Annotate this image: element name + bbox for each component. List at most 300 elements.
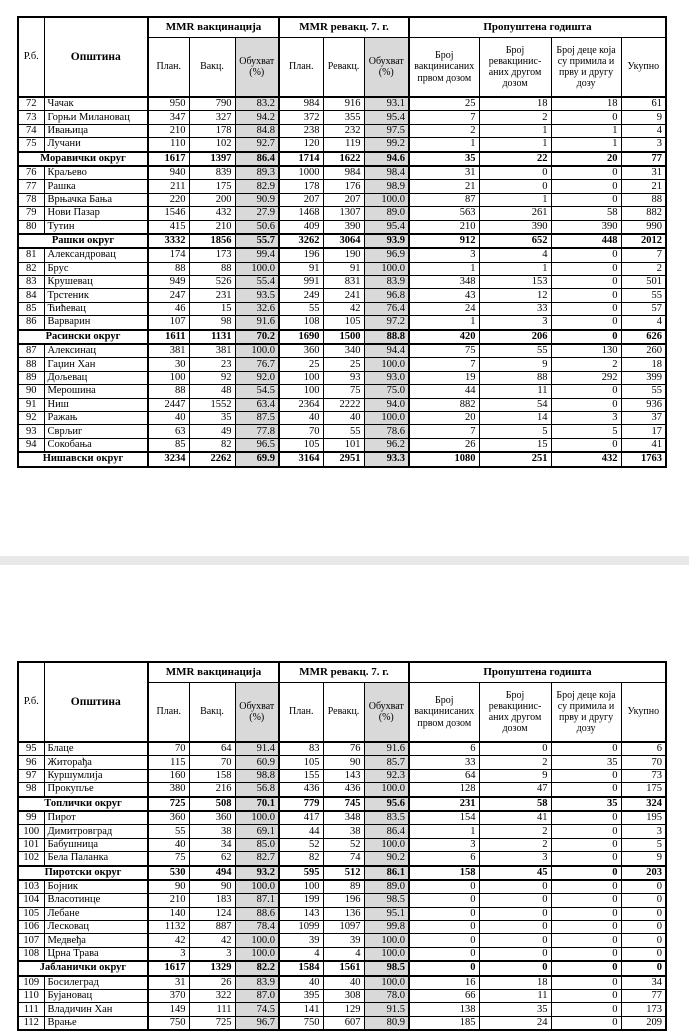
municipality-name: Ражањ [44,411,148,424]
value-cell: 88 [479,371,551,384]
value-cell: 3332 [148,234,189,248]
value-cell: 100 [279,371,323,384]
value-cell: 57 [621,302,666,315]
value-cell: 1 [551,124,621,137]
municipality-row [18,180,666,193]
value-cell: 0 [551,193,621,206]
municipality-name: Варварин [44,316,148,330]
value-cell: 249 [279,289,323,302]
value-cell: 60.9 [235,756,279,769]
value-cell: 436 [323,783,364,797]
value-cell: 0 [479,921,551,934]
value-cell: 46 [148,302,189,315]
col-header-row-number: Р.б. [18,662,44,742]
value-cell: 69.9 [235,452,279,466]
value-cell: 0 [479,961,551,975]
value-cell: 100.0 [364,262,409,275]
value-cell: 1552 [189,398,235,411]
group-header-missed-cohorts: Пропуштена годишта [409,662,666,683]
value-cell: 7 [409,358,479,371]
col-header-missed-first-dose: Број вакцинисаних првом дозом [409,683,479,743]
value-cell: 11 [479,990,551,1003]
value-cell: 83 [279,742,323,756]
municipality-name: Бујановац [44,990,148,1003]
municipality-name: Крушевац [44,276,148,289]
value-cell: 80.9 [364,1016,409,1030]
value-cell: 5 [621,838,666,851]
row-number: 99 [18,811,44,825]
value-cell: 95.6 [364,797,409,811]
value-cell: 98.5 [364,961,409,975]
value-cell: 49 [189,425,235,438]
value-cell: 231 [189,289,235,302]
value-cell: 494 [189,866,235,880]
municipality-name: Димитровград [44,825,148,838]
value-cell: 40 [279,976,323,990]
value-cell: 390 [551,220,621,234]
value-cell: 55 [621,385,666,398]
value-cell: 39 [279,934,323,947]
value-cell: 0 [551,852,621,866]
value-cell: 9 [621,111,666,124]
value-cell: 0 [551,921,621,934]
value-cell: 93.3 [364,452,409,466]
value-cell: 4 [479,248,551,262]
group-header-mmr-vaccination: MMR вакцинација [148,17,279,38]
value-cell: 0 [551,838,621,851]
value-cell: 24 [479,1016,551,1030]
col-header-vaccinated: Вакц. [189,683,235,743]
value-cell: 21 [621,180,666,193]
value-cell: 347 [148,111,189,124]
municipality-name: Прокупље [44,783,148,797]
value-cell: 97.2 [364,316,409,330]
value-cell: 96.8 [364,289,409,302]
value-cell: 360 [148,811,189,825]
value-cell: 950 [148,97,189,111]
value-cell: 1617 [148,961,189,975]
value-cell: 355 [323,111,364,124]
value-cell: 105 [279,756,323,769]
municipality-row [18,852,666,866]
value-cell: 136 [323,907,364,920]
value-cell: 75 [148,852,189,866]
value-cell: 390 [479,220,551,234]
value-cell: 6 [621,742,666,756]
value-cell: 196 [323,894,364,907]
value-cell: 1561 [323,961,364,975]
value-cell: 91.5 [364,1003,409,1016]
value-cell: 86.1 [364,866,409,880]
col-header-missed-second-dose: Број ревакцинис-аних другом дозом [479,683,551,743]
district-name: Пиротски округ [18,866,148,880]
municipality-name: Бабушница [44,838,148,851]
value-cell: 251 [479,452,551,466]
value-cell: 100.0 [364,358,409,371]
col-header-coverage-percent: Обухват (%) [235,38,279,98]
value-cell: 87.1 [235,894,279,907]
value-cell: 0 [551,907,621,920]
value-cell: 141 [279,1003,323,1016]
value-cell: 91 [323,262,364,275]
value-cell: 2 [479,111,551,124]
municipality-row [18,248,666,262]
value-cell: 340 [323,344,364,358]
value-cell: 70 [279,425,323,438]
row-number: 91 [18,398,44,411]
value-cell: 15 [189,302,235,315]
value-cell: 40 [279,411,323,424]
row-number: 78 [18,193,44,206]
municipality-row [18,907,666,920]
value-cell: 348 [323,811,364,825]
value-cell: 153 [479,276,551,289]
value-cell: 77 [621,152,666,166]
value-cell: 105 [323,316,364,330]
col-header-revacc-coverage-percent: Обухват (%) [364,683,409,743]
value-cell: 44 [409,385,479,398]
col-header-revacc-planned: План. [279,38,323,98]
value-cell: 0 [621,934,666,947]
row-number: 102 [18,852,44,866]
mmr-vaccination-table [17,16,667,468]
value-cell: 35 [479,1003,551,1016]
value-cell: 2447 [148,398,189,411]
municipality-name: Трстеник [44,289,148,302]
value-cell: 2 [409,124,479,137]
municipality-row [18,371,666,384]
value-cell: 887 [189,921,235,934]
value-cell: 18 [621,358,666,371]
value-cell: 93.1 [364,97,409,111]
page-separator [0,556,689,565]
value-cell: 18 [479,97,551,111]
value-cell: 607 [323,1016,364,1030]
municipality-row [18,166,666,180]
municipality-name: Црна Трава [44,947,148,961]
value-cell: 91.6 [235,316,279,330]
value-cell: 327 [189,111,235,124]
value-cell: 100.0 [235,934,279,947]
col-header-municipality: Општина [44,662,148,742]
value-cell: 100.0 [364,934,409,947]
col-header-municipality: Општина [44,17,148,97]
municipality-name: Медвеђа [44,934,148,947]
value-cell: 381 [148,344,189,358]
municipality-name: Краљево [44,166,148,180]
value-cell: 322 [189,990,235,1003]
value-cell: 70.2 [235,330,279,344]
value-cell: 100.0 [235,880,279,894]
value-cell: 92.7 [235,138,279,152]
value-cell: 0 [409,947,479,961]
value-cell: 220 [148,193,189,206]
value-cell: 55 [479,344,551,358]
value-cell: 75 [323,385,364,398]
municipality-name: Лебане [44,907,148,920]
value-cell: 417 [279,811,323,825]
value-cell: 0 [479,880,551,894]
municipality-name: Алексинац [44,344,148,358]
value-cell: 90.2 [364,852,409,866]
value-cell: 99.4 [235,248,279,262]
row-number: 98 [18,783,44,797]
value-cell: 1000 [279,166,323,180]
value-cell: 93.9 [364,234,409,248]
value-cell: 64 [189,742,235,756]
value-cell: 563 [409,207,479,220]
value-cell: 1131 [189,330,235,344]
row-number: 83 [18,276,44,289]
col-header-children-both-doses: Број деце која су примила и прву и другу дозу [551,683,621,743]
value-cell: 83.5 [364,811,409,825]
col-header-coverage-percent: Обухват (%) [235,683,279,743]
value-cell: 652 [479,234,551,248]
value-cell: 0 [551,811,621,825]
value-cell: 124 [189,907,235,920]
value-cell: 86.4 [364,825,409,838]
district-name: Топлички округ [18,797,148,811]
value-cell: 2951 [323,452,364,466]
value-cell: 31 [621,166,666,180]
municipality-row [18,262,666,275]
value-cell: 2 [479,838,551,851]
municipality-name: Бела Паланка [44,852,148,866]
value-cell: 0 [551,302,621,315]
municipality-name: Куршумлија [44,769,148,782]
value-cell: 22 [479,152,551,166]
value-cell: 31 [148,976,189,990]
value-cell: 83.9 [235,976,279,990]
row-number: 77 [18,180,44,193]
value-cell: 94.6 [364,152,409,166]
value-cell: 85.0 [235,838,279,851]
value-cell: 0 [409,894,479,907]
value-cell: 1099 [279,921,323,934]
value-cell: 324 [621,797,666,811]
value-cell: 85.7 [364,756,409,769]
value-cell: 512 [323,866,364,880]
municipality-name: Блаце [44,742,148,756]
value-cell: 231 [409,797,479,811]
group-header-mmr-vaccination: MMR вакцинација [148,662,279,683]
value-cell: 3 [479,316,551,330]
value-cell: 18 [551,97,621,111]
municipality-name: Горњи Милановац [44,111,148,124]
value-cell: 48 [189,385,235,398]
vaccination-table-page-1 [17,16,667,468]
value-cell: 209 [621,1016,666,1030]
value-cell: 25 [279,358,323,371]
row-number: 85 [18,302,44,315]
value-cell: 725 [189,1016,235,1030]
value-cell: 0 [621,921,666,934]
municipality-name: Дољевац [44,371,148,384]
value-cell: 936 [621,398,666,411]
value-cell: 390 [323,220,364,234]
value-cell: 155 [279,769,323,782]
value-cell: 409 [279,220,323,234]
value-cell: 6 [409,742,479,756]
value-cell: 199 [279,894,323,907]
value-cell: 1 [479,193,551,206]
municipality-name: Владичин Хан [44,1003,148,1016]
value-cell: 83.2 [235,97,279,111]
municipality-row [18,783,666,797]
value-cell: 0 [479,947,551,961]
col-header-total: Укупно [621,38,666,98]
value-cell: 56.8 [235,783,279,797]
value-cell: 526 [189,276,235,289]
row-number: 87 [18,344,44,358]
value-cell: 247 [148,289,189,302]
value-cell: 63.4 [235,398,279,411]
municipality-row [18,316,666,330]
row-number: 96 [18,756,44,769]
value-cell: 91.4 [235,742,279,756]
value-cell: 0 [551,1003,621,1016]
value-cell: 90 [148,880,189,894]
value-cell: 3 [189,947,235,961]
value-cell: 1132 [148,921,189,934]
municipality-row [18,97,666,111]
value-cell: 195 [621,811,666,825]
value-cell: 2 [551,358,621,371]
value-cell: 19 [409,371,479,384]
value-cell: 52 [279,838,323,851]
value-cell: 47 [479,783,551,797]
value-cell: 207 [323,193,364,206]
municipality-name: Врање [44,1016,148,1030]
value-cell: 70 [189,756,235,769]
value-cell: 101 [323,438,364,452]
value-cell: 6 [409,852,479,866]
municipality-name: Брус [44,262,148,275]
value-cell: 0 [479,934,551,947]
value-cell: 95.1 [364,907,409,920]
value-cell: 0 [409,880,479,894]
value-cell: 0 [551,385,621,398]
value-cell: 143 [323,769,364,782]
value-cell: 1714 [279,152,323,166]
value-cell: 292 [551,371,621,384]
municipality-name: Ниш [44,398,148,411]
value-cell: 93.0 [364,371,409,384]
value-cell: 88 [148,262,189,275]
value-cell: 16 [409,976,479,990]
value-cell: 89 [323,880,364,894]
municipality-name: Александровац [44,248,148,262]
municipality-row [18,276,666,289]
value-cell: 26 [189,976,235,990]
value-cell: 35 [189,411,235,424]
value-cell: 9 [479,769,551,782]
value-cell: 210 [148,124,189,137]
value-cell: 1329 [189,961,235,975]
value-cell: 174 [148,248,189,262]
value-cell: 66 [409,990,479,1003]
value-cell: 399 [621,371,666,384]
value-cell: 0 [621,894,666,907]
value-cell: 40 [148,411,189,424]
municipality-row [18,220,666,234]
value-cell: 100.0 [364,947,409,961]
value-cell: 39 [323,934,364,947]
value-cell: 96.2 [364,438,409,452]
value-cell: 24 [409,302,479,315]
value-cell: 0 [551,947,621,961]
value-cell: 381 [189,344,235,358]
value-cell: 92.3 [364,769,409,782]
value-cell: 0 [479,742,551,756]
value-cell: 128 [409,783,479,797]
value-cell: 54.5 [235,385,279,398]
value-cell: 90 [189,880,235,894]
value-cell: 178 [189,124,235,137]
value-cell: 1 [479,262,551,275]
municipality-row [18,302,666,315]
value-cell: 93.5 [235,289,279,302]
value-cell: 75 [409,344,479,358]
value-cell: 129 [323,1003,364,1016]
value-cell: 1500 [323,330,364,344]
value-cell: 82 [189,438,235,452]
value-cell: 3 [621,825,666,838]
value-cell: 1468 [279,207,323,220]
value-cell: 100.0 [235,947,279,961]
value-cell: 93.2 [235,866,279,880]
value-cell: 745 [323,797,364,811]
value-cell: 87.0 [235,990,279,1003]
value-cell: 98.8 [235,769,279,782]
row-number: 73 [18,111,44,124]
value-cell: 96.9 [364,248,409,262]
row-number: 103 [18,880,44,894]
value-cell: 0 [551,438,621,452]
value-cell: 70 [621,756,666,769]
value-cell: 0 [479,166,551,180]
value-cell: 97.5 [364,124,409,137]
value-cell: 0 [551,316,621,330]
value-cell: 196 [279,248,323,262]
value-cell: 200 [189,193,235,206]
value-cell: 207 [279,193,323,206]
row-number: 104 [18,894,44,907]
value-cell: 190 [323,248,364,262]
municipality-name: Сокобања [44,438,148,452]
municipality-row [18,742,666,756]
value-cell: 260 [621,344,666,358]
municipality-row [18,111,666,124]
municipality-row [18,990,666,1003]
value-cell: 882 [409,398,479,411]
row-number: 75 [18,138,44,152]
value-cell: 130 [551,344,621,358]
municipality-row [18,138,666,152]
value-cell: 70 [148,742,189,756]
district-total-row [18,452,666,466]
value-cell: 99.8 [364,921,409,934]
value-cell: 211 [148,180,189,193]
value-cell: 100.0 [235,344,279,358]
value-cell: 0 [551,742,621,756]
header-group-row [18,17,666,38]
value-cell: 62 [189,852,235,866]
value-cell: 1856 [189,234,235,248]
value-cell: 26 [409,438,479,452]
value-cell: 0 [479,894,551,907]
value-cell: 185 [409,1016,479,1030]
